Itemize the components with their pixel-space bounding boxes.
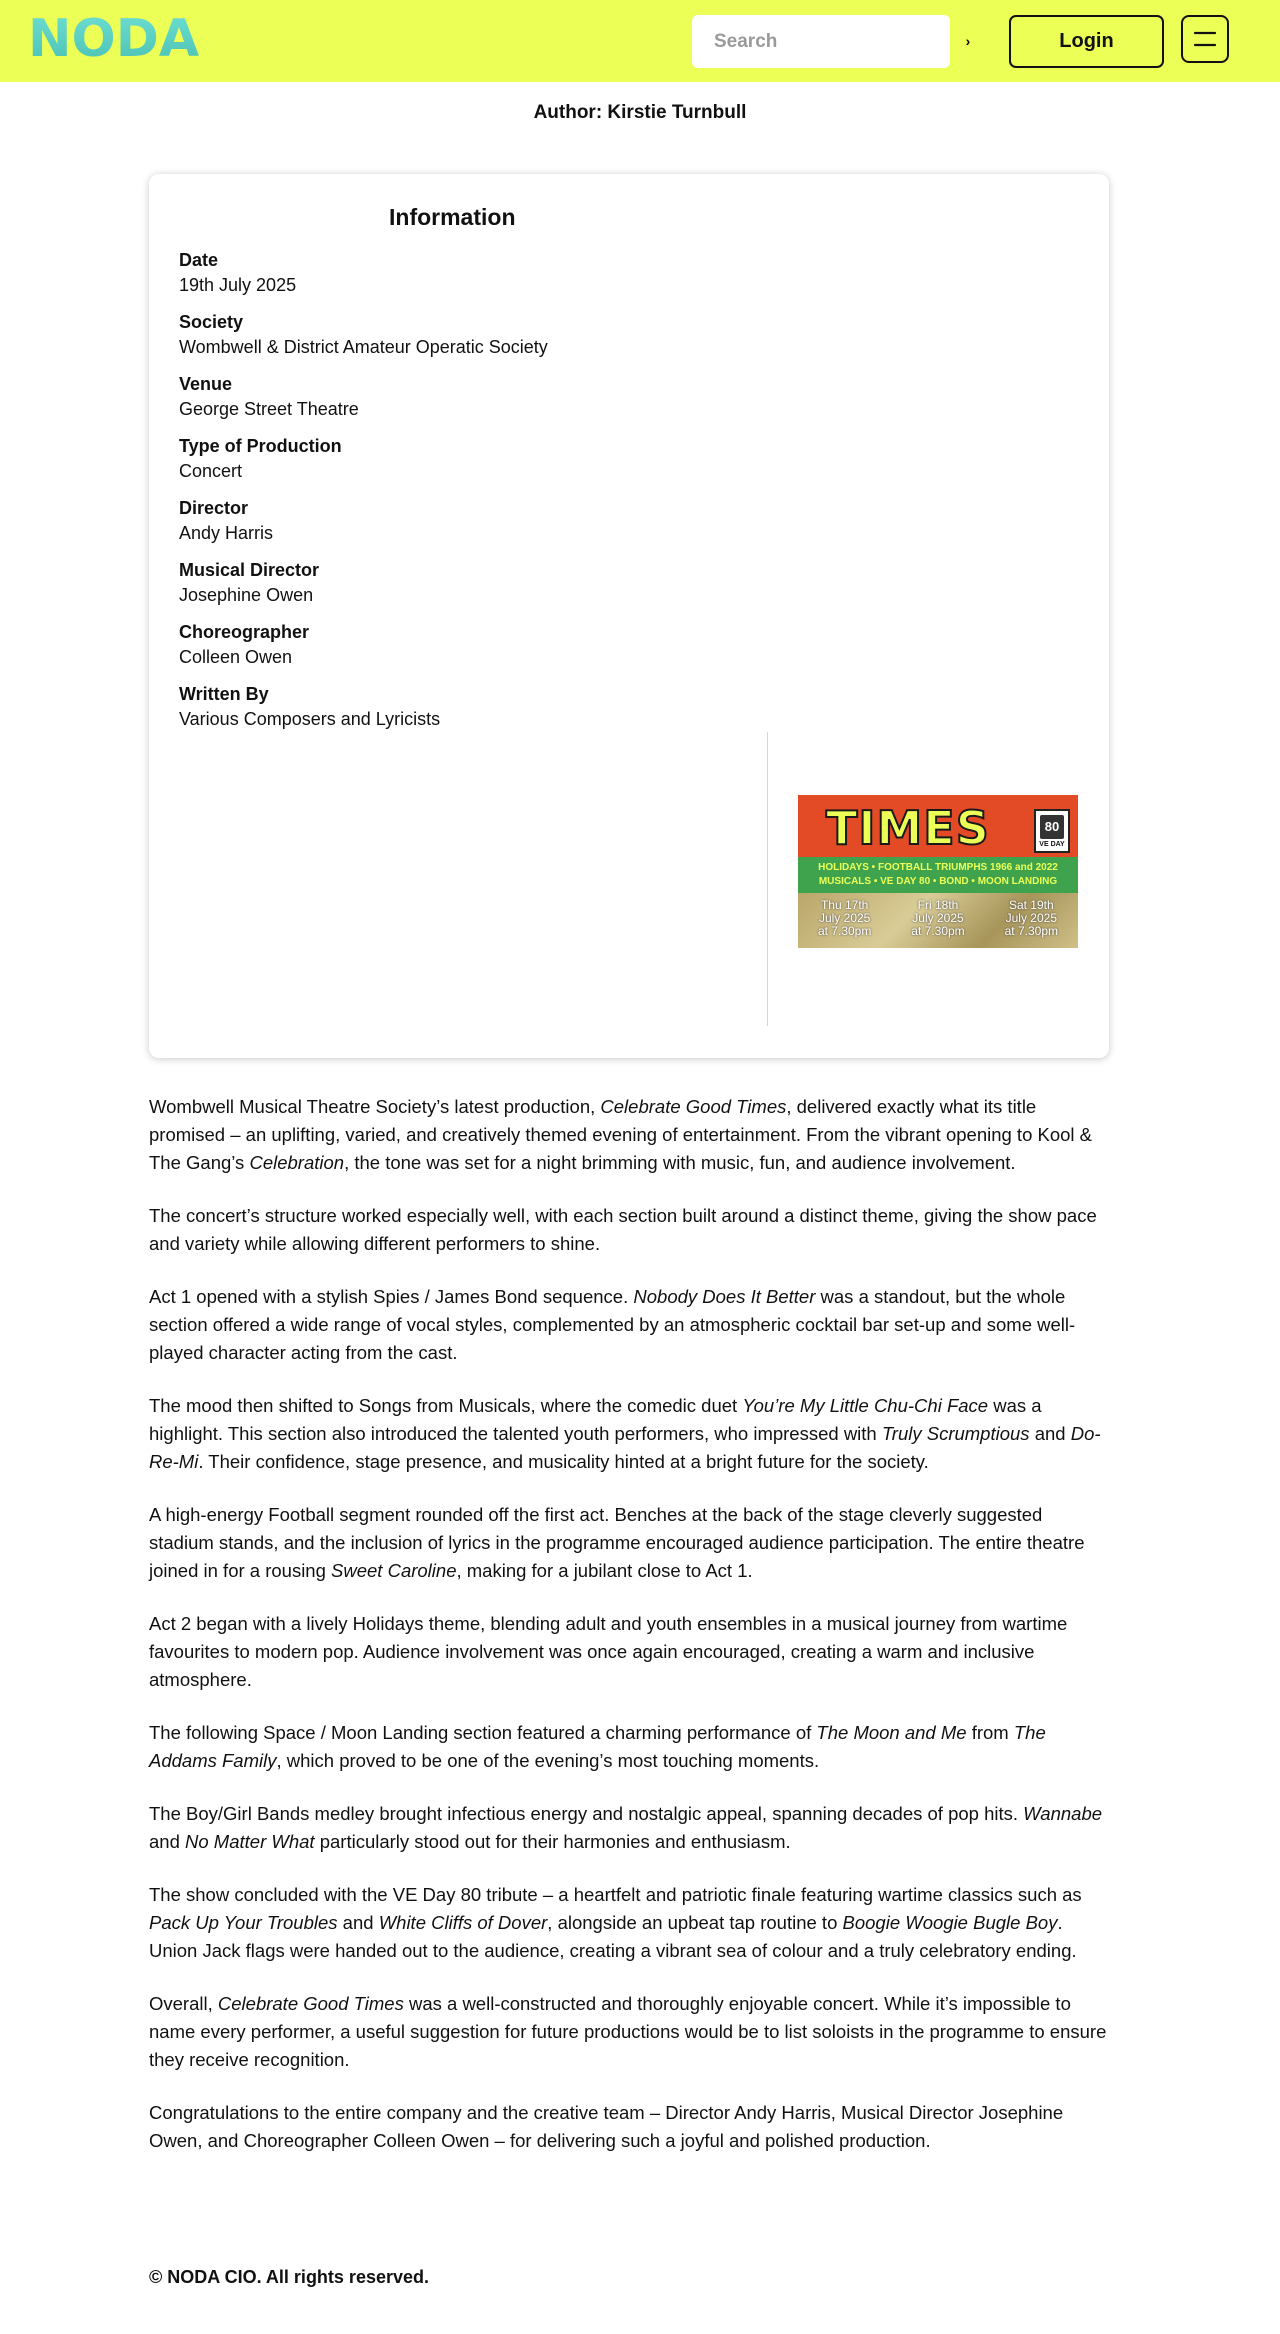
vertical-divider bbox=[767, 732, 768, 1026]
text-run: The following Space / Moon Landing section featured a charming performance of bbox=[149, 1722, 817, 1743]
text-run: from bbox=[966, 1722, 1014, 1743]
info-item-society bbox=[179, 310, 739, 372]
production-poster-image[interactable] bbox=[798, 795, 1078, 948]
text-run: particularly stood out for their harmonies and enthusiasm. bbox=[314, 1831, 791, 1852]
info-item-choreographer bbox=[179, 620, 739, 682]
info-value: Various Composers and Lyricists bbox=[179, 709, 441, 729]
info-item-musical-director bbox=[179, 558, 739, 620]
text-run: Overall, bbox=[149, 1993, 218, 2014]
title-reference: Truly Scrumptious bbox=[881, 1423, 1030, 1444]
title-reference: No Matter What bbox=[185, 1831, 315, 1852]
info-label: Type of Production bbox=[179, 436, 342, 456]
title-reference: Celebrate Good Times bbox=[217, 1993, 404, 2014]
info-label: Choreographer bbox=[179, 622, 310, 642]
title-reference: Wannabe bbox=[1023, 1803, 1103, 1824]
article-paragraph bbox=[149, 1990, 1109, 2074]
text-run: was a highlight. This section also introduced the talented youth performers, who impressed with bbox=[149, 1395, 1042, 1444]
info-item-venue bbox=[179, 372, 739, 434]
logo-text: NODA bbox=[28, 10, 200, 66]
text-run: , which proved to be one of the evening’s most touching moments. bbox=[276, 1750, 820, 1771]
information-card bbox=[149, 174, 1109, 1058]
text-run: The concert’s structure worked especially well, with each section built around a distinct theme, giving the show pace and variety while allowing different performers to shine. bbox=[149, 1205, 1097, 1254]
title-reference: The Moon and Me bbox=[816, 1722, 967, 1743]
information-list bbox=[179, 248, 739, 744]
info-label: Musical Director bbox=[179, 560, 320, 580]
title-reference: You’re My Little Chu-Chi Face bbox=[742, 1395, 989, 1416]
info-item-type bbox=[179, 434, 739, 496]
poster-strip-line: HOLIDAYS • FOOTBALL TRIUMPHS 1966 and 2022 bbox=[818, 862, 1058, 873]
poster-strip-line: MUSICALS • VE DAY 80 • BOND • MOON LANDING bbox=[818, 876, 1058, 887]
info-label: Venue bbox=[179, 374, 233, 394]
text-run: and bbox=[337, 1912, 379, 1933]
info-value: Concert bbox=[179, 461, 243, 481]
title-reference: Celebrate Good Times bbox=[600, 1096, 787, 1117]
text-run: Act 1 opened with a stylish Spies / James Bond sequence. bbox=[149, 1286, 634, 1307]
info-item-date bbox=[179, 248, 739, 310]
text-run: , alongside an upbeat tap routine to bbox=[547, 1912, 843, 1933]
title-reference: Pack Up Your Troubles bbox=[149, 1912, 338, 1933]
title-reference: The Addams Family bbox=[149, 1722, 1046, 1771]
noda-logo[interactable] bbox=[28, 10, 213, 66]
poster-header bbox=[798, 795, 1078, 857]
info-value: Andy Harris bbox=[179, 523, 274, 543]
title-reference: Do-Re-Mi bbox=[149, 1423, 1101, 1472]
text-run: . Their confidence, stage presence, and musicality hinted at a bright future for the society. bbox=[198, 1451, 929, 1472]
article-paragraph bbox=[149, 2099, 1109, 2155]
info-item-director bbox=[179, 496, 739, 558]
title-reference: Sweet Caroline bbox=[331, 1560, 457, 1581]
info-value: Colleen Owen bbox=[179, 647, 293, 667]
title-reference: Boogie Woogie Bugle Boy bbox=[842, 1912, 1058, 1933]
search-box bbox=[692, 15, 950, 68]
author-line: Author: Kirstie Turnbull bbox=[533, 102, 747, 123]
text-run: Congratulations to the entire company and the creative team – Director Andy Harris, Musical Director Josephine Owen, and Choreographer Colleen Owen – for delivering such a joyful and polished production. bbox=[149, 2102, 1064, 2151]
site-header bbox=[0, 0, 1280, 82]
article-paragraph bbox=[149, 1800, 1109, 1856]
menu-button[interactable] bbox=[1181, 15, 1229, 63]
poster-strip bbox=[798, 857, 1078, 893]
info-value: Josephine Owen bbox=[179, 585, 314, 605]
article-paragraph bbox=[149, 1881, 1109, 1965]
text-run: . Union Jack flags were handed out to the audience, creating a vibrant sea of colour and a truly celebratory ending. bbox=[149, 1912, 1077, 1961]
article-paragraph bbox=[149, 1202, 1109, 1258]
info-value: 19th July 2025 bbox=[179, 275, 297, 295]
review-article bbox=[149, 1093, 1109, 2180]
poster-date: Thu 17th July 2025 at 7.30pm bbox=[817, 898, 872, 938]
info-value: Wombwell & District Amateur Operatic Society bbox=[179, 337, 548, 357]
poster-title: TIMES bbox=[826, 801, 990, 855]
text-run: Wombwell Musical Theatre Society’s latest production, bbox=[149, 1096, 601, 1117]
info-label: Written By bbox=[179, 684, 269, 704]
info-value: George Street Theatre bbox=[179, 399, 359, 419]
search-input[interactable] bbox=[692, 15, 902, 68]
title-reference: Celebration bbox=[249, 1152, 345, 1173]
poster-dates bbox=[798, 893, 1078, 948]
info-label: Director bbox=[179, 498, 249, 518]
text-run: The show concluded with the VE Day 80 tribute – a heartfelt and patriotic finale featuring wartime classics such as bbox=[149, 1884, 1082, 1905]
info-label: Society bbox=[179, 312, 244, 332]
text-run: , making for a jubilant close to Act 1. bbox=[456, 1560, 753, 1581]
search-submit-button[interactable] bbox=[954, 27, 982, 55]
text-run: A high-energy Football segment rounded off the first act. Benches at the back of the stage cleverly suggested stadium stands, and the inclusion of lyrics in the programme encouraged audience participation. The entire theatre joined in for a rousing bbox=[149, 1504, 1085, 1581]
poster-date: Sat 19th July 2025 at 7.30pm bbox=[1004, 898, 1058, 938]
chevron-right-icon: › bbox=[965, 33, 971, 49]
article-paragraph bbox=[149, 1093, 1109, 1177]
article-paragraph bbox=[149, 1392, 1109, 1476]
text-run: The mood then shifted to Songs from Musicals, where the comedic duet bbox=[149, 1395, 743, 1416]
login-button[interactable]: Login bbox=[1009, 15, 1164, 68]
article-paragraph bbox=[149, 1610, 1109, 1694]
title-reference: Nobody Does It Better bbox=[633, 1286, 816, 1307]
ve-day-badge bbox=[1034, 809, 1070, 853]
text-run: Act 2 began with a lively Holidays theme, blending adult and youth ensembles in a musical journey from wartime favourites to modern pop. Audience involvement was once again encouraged, creating a warm and inclusive atmosphere. bbox=[149, 1613, 1068, 1690]
poster-date: Fri 18th July 2025 at 7.30pm bbox=[911, 898, 965, 938]
info-item-written-by bbox=[179, 682, 739, 744]
text-run: and bbox=[1029, 1423, 1071, 1444]
information-title: Information bbox=[389, 204, 516, 230]
text-run: , the tone was set for a night brimming with music, fun, and audience involvement. bbox=[344, 1152, 1016, 1173]
badge-number: 80 bbox=[1040, 815, 1064, 839]
text-run: , delivered exactly what its title promised – an uplifting, varied, and creatively themed evening of entertainment. From the vibrant opening to Kool & The Gang’s bbox=[149, 1096, 1093, 1173]
hamburger-menu-icon bbox=[1193, 29, 1217, 49]
article-paragraph bbox=[149, 1719, 1109, 1775]
text-run: and bbox=[149, 1831, 186, 1852]
text-run: was a well-constructed and thoroughly enjoyable concert. While it’s impossible to name every performer, a useful suggestion for future productions would be to list soloists in the programme to ensure they receive recognition. bbox=[149, 1993, 1107, 2070]
badge-text: VE DAY bbox=[1039, 840, 1065, 848]
article-paragraph bbox=[149, 1501, 1109, 1585]
text-run: was a standout, but the whole section offered a wide range of vocal styles, complemented by an atmospheric cocktail bar set-up and some well-played character acting from the cast. bbox=[149, 1286, 1076, 1363]
info-label: Date bbox=[179, 250, 219, 270]
copyright-notice: © NODA CIO. All rights reserved. bbox=[149, 2267, 429, 2287]
article-paragraph bbox=[149, 1283, 1109, 1367]
title-reference: White Cliffs of Dover bbox=[378, 1912, 548, 1933]
text-run: The Boy/Girl Bands medley brought infectious energy and nostalgic appeal, spanning decades of pop hits. bbox=[149, 1803, 1024, 1824]
